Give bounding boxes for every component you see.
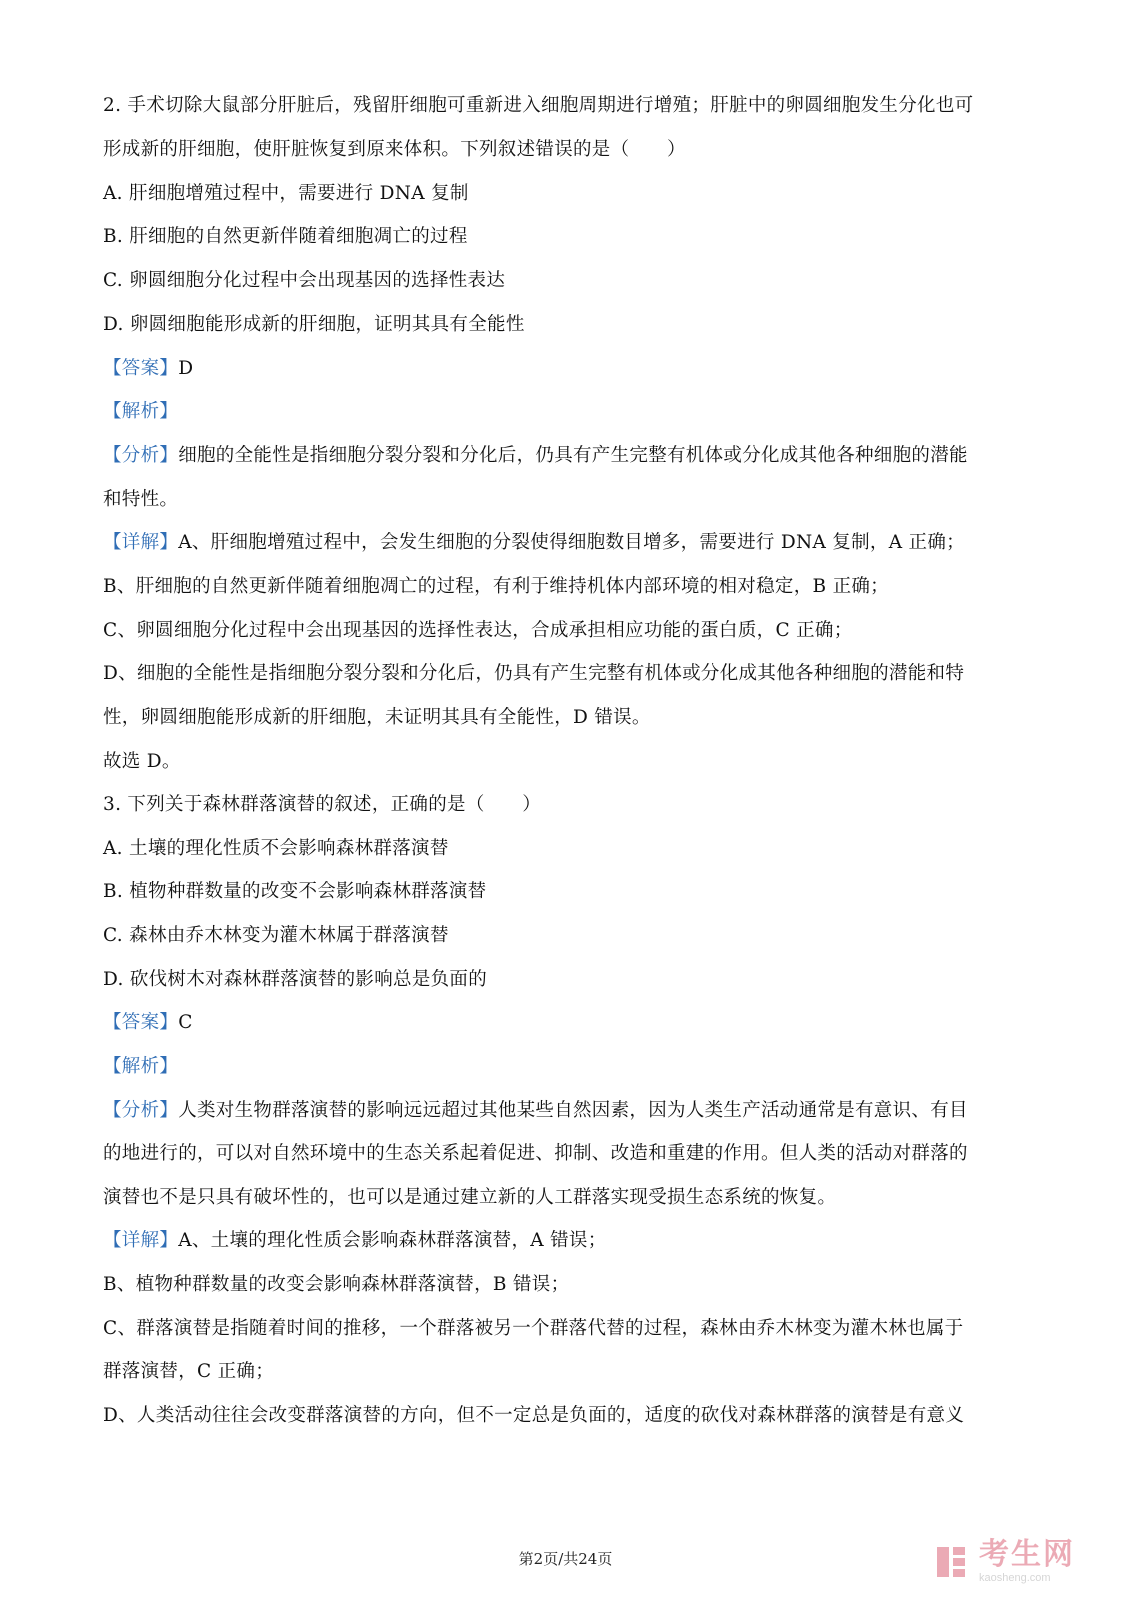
q2-option-b: B. 肝细胞的自然更新伴随着细胞凋亡的过程 bbox=[103, 226, 468, 247]
q3-stem: 3. 下列关于森林群落演替的叙述，正确的是（ ） bbox=[103, 794, 542, 815]
q3-option-b: B. 植物种群数量的改变不会影响森林群落演替 bbox=[103, 881, 487, 902]
section-tag: 【分析】 bbox=[103, 445, 179, 466]
section-tag: 【分析】 bbox=[103, 1100, 179, 1121]
q2-option-c: C. 卵圆细胞分化过程中会出现基因的选择性表达 bbox=[103, 270, 506, 291]
section-tag: 【答案】 bbox=[103, 358, 179, 379]
watermark-brand: 考生网 bbox=[979, 1537, 1075, 1572]
q2-choice: 故选 D。 bbox=[103, 751, 181, 772]
q2-option-d: D. 卵圆细胞能形成新的肝细胞，证明其具有全能性 bbox=[103, 314, 525, 335]
section-tag: 【详解】 bbox=[103, 1230, 179, 1251]
kaosheng-logo-icon bbox=[935, 1543, 969, 1581]
q3-option-a: A. 土壤的理化性质不会影响森林群落演替 bbox=[103, 838, 449, 859]
q3-option-c: C. 森林由乔木林变为灌木林属于群落演替 bbox=[103, 925, 449, 946]
section-tag: 【答案】 bbox=[103, 1012, 179, 1033]
q3-detail-line1: 【详解】A、土壤的理化性质会影响森林群落演替，A 错误； bbox=[103, 1230, 607, 1251]
q2-analysis-heading bbox=[103, 399, 1028, 425]
watermark bbox=[935, 1534, 1125, 1590]
q3-answer: 【答案】C bbox=[103, 1012, 193, 1033]
q3-detail-line2: B、植物种群数量的改变会影响森林群落演替，B 错误； bbox=[103, 1274, 570, 1295]
page-number: 第2页/共24页 bbox=[518, 1550, 613, 1568]
q2-stem-line1: 2. 手术切除大鼠部分肝脏后，残留肝细胞可重新进入细胞周期进行增殖；肝脏中的卵圆细胞发生分化也可 bbox=[103, 95, 974, 116]
q3-detail-line5: D、人类活动往往会改变群落演替的方向，但不一定总是负面的，适度的砍伐对森林群落的演替是有意义 bbox=[103, 1405, 965, 1426]
q3-analysis-line2: 的地进行的，可以对自然环境中的生态关系起着促进、抑制、改造和重建的作用。但人类的活动对群落的 bbox=[103, 1143, 968, 1164]
q3-analysis-line3: 演替也不是只具有破坏性的，也可以是通过建立新的人工群落实现受损生态系统的恢复。 bbox=[103, 1187, 837, 1208]
q2-analysis-line2: 和特性。 bbox=[103, 489, 179, 510]
section-tag: 【详解】 bbox=[103, 532, 179, 553]
q2-stem-line2: 形成新的肝细胞，使肝脏恢复到原来体积。下列叙述错误的是（ ） bbox=[103, 139, 686, 160]
q3-analysis-heading bbox=[103, 1054, 1028, 1080]
q2-analysis-line1: 【分析】细胞的全能性是指细胞分裂分裂和分化后，仍具有产生完整有机体或分化成其他各种细胞的潜能 bbox=[103, 445, 968, 466]
q3-option-d: D. 砍伐树木对森林群落演替的影响总是负面的 bbox=[103, 969, 488, 990]
section-tag: 【解析】 bbox=[103, 1056, 179, 1077]
q2-answer: 【答案】D bbox=[103, 358, 194, 379]
q2-detail-line3: C、卵圆细胞分化过程中会出现基因的选择性表达，合成承担相应功能的蛋白质，C 正确； bbox=[103, 620, 853, 641]
q2-detail-line2: B、肝细胞的自然更新伴随着细胞凋亡的过程，有利于维持机体内部环境的相对稳定，B 正确； bbox=[103, 576, 889, 597]
q2-option-a: A. 肝细胞增殖过程中，需要进行 DNA 复制 bbox=[103, 183, 469, 204]
section-tag: 【解析】 bbox=[103, 401, 179, 422]
watermark-url: kaosheng.com bbox=[979, 1572, 1051, 1584]
q3-detail-line3: C、群落演替是指随着时间的推移，一个群落被另一个群落代替的过程，森林由乔木林变为灌木林也属于 bbox=[103, 1318, 964, 1339]
q2-detail-line5: 性，卵圆细胞能形成新的肝细胞，未证明其具有全能性，D 错误。 bbox=[103, 707, 651, 728]
q2-detail-line1: 【详解】A、肝细胞增殖过程中，会发生细胞的分裂使得细胞数目增多，需要进行 DNA 复制，A 正确； bbox=[103, 532, 965, 553]
q3-analysis-line1: 【分析】人类对生物群落演替的影响远远超过其他某些自然因素，因为人类生产活动通常是有意识、有目 bbox=[103, 1100, 968, 1121]
q2-detail-line4: D、细胞的全能性是指细胞分裂分裂和分化后，仍具有产生完整有机体或分化成其他各种细胞的潜能和特 bbox=[103, 663, 965, 684]
q3-detail-line4: 群落演替，C 正确； bbox=[103, 1361, 275, 1382]
